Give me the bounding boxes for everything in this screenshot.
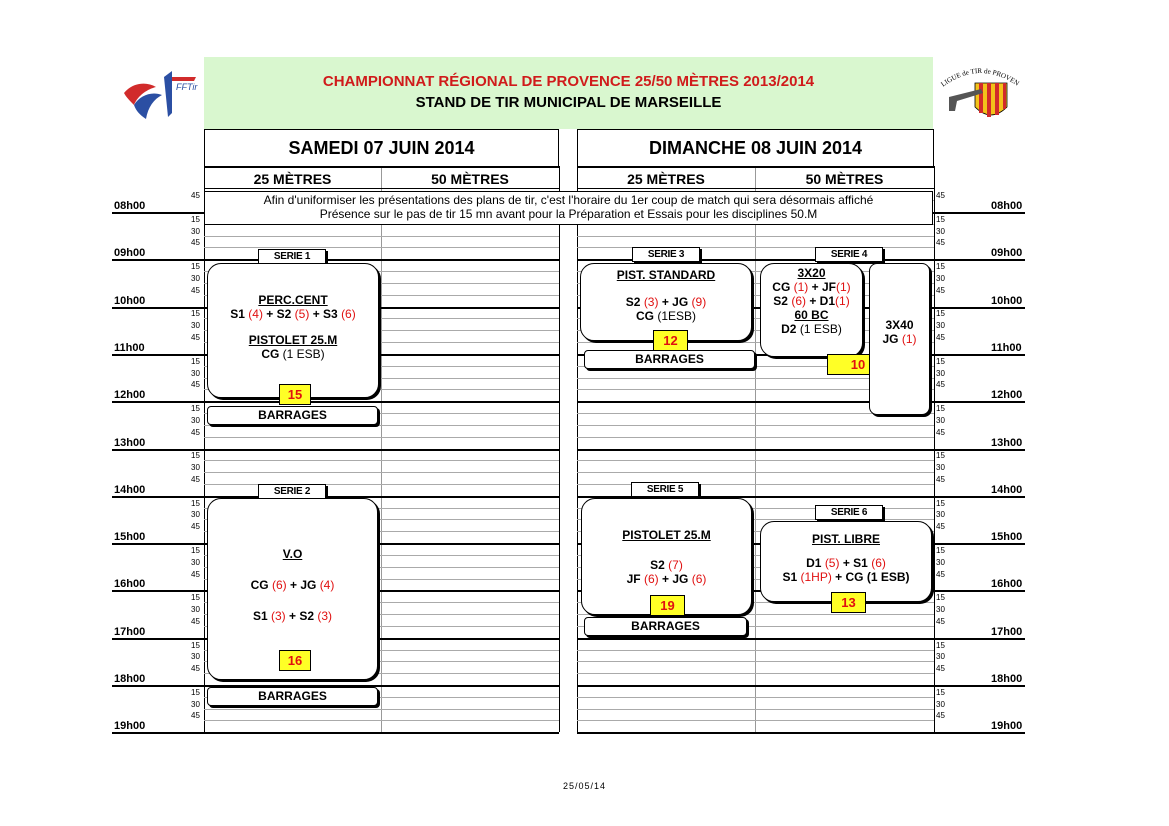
quarter-label-right: 45 (936, 238, 945, 248)
quarter-label-left: 30 (191, 273, 200, 283)
hour-label-right: 11h00 (991, 341, 1022, 354)
hour-label-right: 16h00 (991, 578, 1023, 591)
quarter-label-right: 15 (936, 262, 945, 272)
block-pist-libre (760, 521, 932, 602)
barrages-sat-12h: BARRAGES (207, 406, 378, 425)
sun-50m-header: 50 MÈTRES (805, 171, 884, 187)
day-sunday: DIMANCHE 08 JUIN 2014 (648, 138, 863, 158)
notice-line-1: Afin d'uniformiser les présentations des plans de tir, c'est l'horaire du 1er coup de match qui sera désormais affiché (263, 193, 874, 207)
quarter-line (577, 425, 934, 426)
quarter-label-right: 45 (936, 522, 945, 532)
quarter-label-left: 45 (191, 616, 200, 626)
hour-label-right: 17h00 (991, 625, 1023, 638)
pist-libre-title: PIST. LIBRE (811, 532, 880, 546)
hour-line (577, 449, 1025, 451)
pistolet-25m-sun-title: PISTOLET 25.M (622, 528, 711, 542)
quarter-line (577, 236, 934, 237)
quarter-label-right: 45 (936, 664, 945, 674)
quarter-line (577, 472, 934, 473)
3x20-title: 3X20 (797, 266, 826, 280)
quarter-label-right: 45 (936, 616, 945, 626)
serie-2-tag: SERIE 2 (258, 484, 326, 499)
quarter-label-right: 30 (936, 321, 945, 331)
3x20-line-2: S2 (6) + D1(1) (773, 294, 850, 308)
quarter-line (204, 709, 559, 710)
quarter-label-left: 30 (191, 557, 200, 567)
quarter-line (204, 472, 559, 473)
hour-line (112, 259, 559, 261)
fftir-logo (112, 57, 204, 129)
quarter-label-left: 30 (191, 463, 200, 473)
quarter-label-right: 15 (936, 593, 945, 603)
quarter-line (577, 673, 934, 674)
quarter-label-right: 45 (936, 474, 945, 484)
hour-label-right: 15h00 (991, 531, 1023, 544)
quarter-label-left: 45 (191, 711, 200, 721)
svg-text:LIGUE de TIR de PROVENCE: LIGUE de TIR de PROVEN (939, 66, 1021, 89)
3x20-line-1: CG (1) + JF(1) (772, 280, 851, 294)
footer-date: 25/05/14 (562, 781, 607, 791)
pist-libre-line-1: D1 (5) + S1 (6) (806, 556, 886, 570)
pist-libre-line-2: S1 (1HP) + CG (1 ESB) (782, 570, 910, 584)
hour-label-right: 09h00 (991, 247, 1023, 260)
quarter-label-left: 15 (191, 451, 200, 461)
quarter-label-left: 15 (191, 262, 200, 272)
quarter-label-left: 45 (191, 238, 200, 248)
header-divider (577, 166, 934, 168)
quarter-label-left: 15 (191, 687, 200, 697)
block-3x20-60bc (760, 263, 863, 357)
hour-line (112, 732, 559, 734)
quarter-line (577, 460, 934, 461)
quarter-line (577, 661, 934, 662)
header-divider (204, 166, 559, 168)
quarter-label-right: 15 (936, 545, 945, 555)
barrages-sat-18h: BARRAGES (207, 687, 378, 706)
pist-standard-line-1: S2 (3) + JG (9) (625, 295, 707, 309)
quarter-label-left: 15 (191, 404, 200, 414)
hour-label-right: 13h00 (991, 436, 1023, 449)
competitor-count-12: 12 (653, 330, 688, 351)
quarter-label-left: 45 (191, 380, 200, 390)
header-banner (204, 57, 933, 129)
competitor-count-16: 16 (279, 650, 311, 671)
notice-line-2: Présence sur le pas de tir 15 mn avant pour la Préparation et Essais pour les disciplines 50.M (319, 207, 818, 221)
quarter-label-left: 45 (191, 427, 200, 437)
quarter-label-right: 30 (936, 463, 945, 473)
pist-standard-line-2: CG (1ESB) (635, 309, 697, 323)
hour-label-right: 08h00 (991, 200, 1023, 212)
quarter-label-right: 15 (936, 356, 945, 366)
hour-label-right: 10h00 (991, 294, 1023, 307)
quarter-label-left: 15 (191, 545, 200, 555)
hour-label-left: 10h00 (114, 294, 146, 307)
quarter-label-right: 30 (936, 273, 945, 283)
block-3x40 (869, 263, 930, 415)
vo-line-2: S1 (3) + S2 (3) (252, 609, 333, 623)
header-divider (204, 188, 559, 189)
hour-line (112, 449, 559, 451)
quarter-label-left: 30 (191, 226, 200, 236)
quarter-line (577, 650, 934, 651)
quarter-label-left: 30 (191, 699, 200, 709)
barrages-sun-11h: BARRAGES (584, 350, 755, 369)
hour-label-left: 11h00 (114, 341, 145, 354)
pistolet-25m-categories: CG (1 ESB) (261, 347, 325, 361)
quarter-label-left: 45 (191, 333, 200, 343)
quarter-line (577, 437, 934, 438)
quarter-label-right: 30 (936, 368, 945, 378)
sat-25m-header: 25 MÈTRES (253, 171, 332, 187)
quarter-label-left: 45 (191, 191, 200, 201)
quarter-label-right: 45 (936, 569, 945, 579)
quarter-label-left: 30 (191, 510, 200, 520)
60bc-title: 60 BC (794, 308, 829, 322)
quarter-label-left: 45 (191, 285, 200, 295)
day-saturday: SAMEDI 07 JUIN 2014 (288, 138, 475, 158)
sat-50m-header: 50 MÈTRES (431, 171, 509, 187)
quarter-label-right: 15 (936, 640, 945, 650)
quarter-label-right: 45 (936, 711, 945, 721)
quarter-label-right: 15 (936, 498, 945, 508)
quarter-line (577, 697, 934, 698)
quarter-label-left: 30 (191, 605, 200, 615)
svg-text:FFTir: FFTir (176, 82, 198, 92)
quarter-line (204, 236, 559, 237)
page-subtitle: STAND DE TIR MUNICIPAL DE MARSEILLE (415, 94, 722, 111)
hour-label-left: 18h00 (114, 673, 146, 685)
block-perc-cent (207, 263, 379, 398)
quarter-label-right: 45 (936, 191, 945, 201)
quarter-label-right: 15 (936, 309, 945, 319)
hour-label-left: 17h00 (114, 625, 146, 638)
hour-label-right: 14h00 (991, 483, 1023, 496)
quarter-line (577, 720, 934, 721)
hour-line (577, 638, 1025, 640)
competitor-count-13: 13 (831, 592, 866, 613)
serie-5-tag: SERIE 5 (631, 482, 699, 497)
60bc-line: D2 (1 ESB) (781, 322, 842, 336)
quarter-label-left: 15 (191, 593, 200, 603)
hour-label-left: 14h00 (114, 483, 146, 496)
column-divider (559, 166, 560, 732)
sun-25m-header: 25 MÈTRES (627, 171, 705, 187)
hour-label-left: 08h00 (114, 200, 146, 212)
hour-label-left: 19h00 (114, 720, 146, 733)
notice-box (204, 191, 933, 225)
quarter-label-right: 15 (936, 451, 945, 461)
hour-label-left: 12h00 (114, 389, 146, 402)
quarter-label-left: 30 (191, 415, 200, 425)
quarter-label-left: 45 (191, 522, 200, 532)
hour-label-right: 19h00 (991, 720, 1023, 733)
barrages-sun-17h: BARRAGES (584, 617, 747, 636)
quarter-label-right: 15 (936, 687, 945, 697)
quarter-line (204, 437, 559, 438)
quarter-label-right: 30 (936, 226, 945, 236)
quarter-label-left: 45 (191, 664, 200, 674)
quarter-label-right: 45 (936, 285, 945, 295)
pistolet-25m-title: PISTOLET 25.M (248, 333, 338, 347)
quarter-label-right: 45 (936, 427, 945, 437)
quarter-line (204, 460, 559, 461)
quarter-label-left: 15 (191, 640, 200, 650)
vo-title: V.O (282, 547, 303, 561)
quarter-label-right: 30 (936, 699, 945, 709)
pist-standard-title: PIST. STANDARD (616, 268, 716, 282)
ligue-provence-logo (935, 57, 1025, 129)
hour-label-left: 13h00 (114, 436, 146, 449)
header-divider (577, 188, 934, 189)
competitor-count-10: 10 (827, 354, 889, 375)
hour-line (577, 685, 1025, 687)
quarter-label-left: 15 (191, 214, 200, 224)
quarter-label-right: 45 (936, 333, 945, 343)
quarter-label-left: 15 (191, 309, 200, 319)
hour-line (577, 401, 1025, 403)
hour-label-left: 15h00 (114, 531, 146, 544)
quarter-label-left: 45 (191, 569, 200, 579)
hour-label-right: 12h00 (991, 389, 1023, 402)
vo-line-1: CG (6) + JG (4) (250, 578, 335, 592)
quarter-label-left: 15 (191, 356, 200, 366)
competitor-count-19: 19 (650, 595, 685, 616)
quarter-label-left: 45 (191, 474, 200, 484)
quarter-line (204, 720, 559, 721)
3x40-title: 3X40 (885, 318, 914, 332)
quarter-label-right: 30 (936, 557, 945, 567)
quarter-label-left: 30 (191, 652, 200, 662)
quarter-label-right: 30 (936, 605, 945, 615)
3x40-line: JG (1) (882, 332, 917, 346)
hour-line (577, 732, 1025, 734)
serie-4-tag: SERIE 4 (815, 247, 883, 262)
quarter-label-right: 30 (936, 510, 945, 520)
quarter-label-right: 30 (936, 652, 945, 662)
quarter-label-right: 15 (936, 214, 945, 224)
serie-1-tag: SERIE 1 (258, 249, 326, 264)
hour-line (112, 401, 559, 403)
quarter-line (577, 709, 934, 710)
serie-6-tag: SERIE 6 (815, 505, 883, 520)
quarter-label-left: 15 (191, 498, 200, 508)
perc-cent-title: PERC.CENT (258, 293, 328, 307)
pistolet-25m-sun-line-2: JF (6) + JG (6) (626, 572, 707, 586)
hour-label-left: 16h00 (114, 578, 146, 591)
quarter-label-right: 30 (936, 415, 945, 425)
page-title: CHAMPIONNAT RÉGIONAL DE PROVENCE 25/50 MÈTRES 2013/2014 (322, 73, 815, 90)
hour-label-right: 18h00 (991, 673, 1023, 685)
perc-cent-categories: S1 (4) + S2 (5) + S3 (6) (230, 307, 356, 321)
serie-3-tag: SERIE 3 (632, 247, 700, 262)
quarter-label-left: 30 (191, 368, 200, 378)
pistolet-25m-sun-line-1: S2 (7) (650, 558, 683, 572)
quarter-label-right: 45 (936, 380, 945, 390)
competitor-count-15: 15 (279, 384, 311, 405)
hour-label-left: 09h00 (114, 247, 146, 260)
quarter-label-left: 30 (191, 321, 200, 331)
quarter-label-right: 15 (936, 404, 945, 414)
